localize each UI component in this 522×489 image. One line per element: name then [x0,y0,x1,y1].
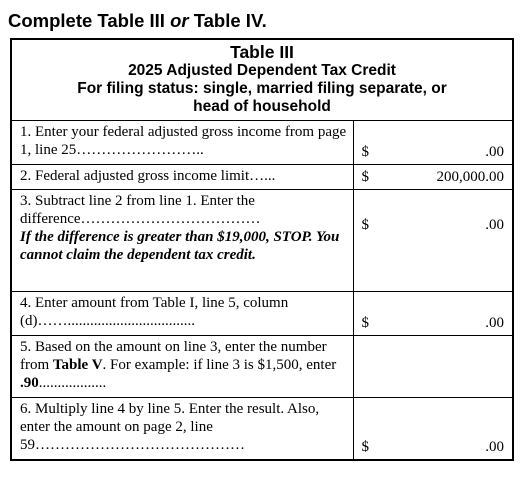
amount-value: 200,000.00 [436,169,504,185]
table-iii [10,38,514,461]
line-4-amount-field[interactable] [353,292,513,336]
amount-value: .00 [485,144,504,160]
line-1-label: 1. Enter your federal adjusted gross income from page 1, line 25…………………….. [11,121,353,165]
line-6-label: 6. Multiply line 4 by line 5. Enter the result. Also, enter the amount on page 2, line 59…………………………………… [11,398,353,460]
dollar-sign: $ [361,169,369,185]
amount-value: .00 [485,438,504,455]
line-4-label: 4. Enter amount from Table I, line 5, column (d)…….................................. [11,292,353,336]
dollar-sign: $ [361,144,369,160]
line-6-amount-field[interactable] [353,398,513,460]
heading-prefix: Complete Table III [8,10,171,31]
line-3-text: 3. Subtract line 2 from line 1. Enter the difference……………………………… [20,193,261,227]
table-title: Table III [230,42,294,62]
line-5-leader: .................. [38,375,107,391]
line-5-text-b: . For example: if line 3 is $1,500, enter [102,357,337,373]
line-2-label: 2. Federal adjusted gross income limit…... [11,165,353,190]
line-3-label [11,190,353,292]
dollar-sign: $ [361,217,369,233]
heading-suffix: Table IV. [188,10,267,31]
filing-status-line: For filing status: single, married filing separate, or [77,80,447,97]
dollar-sign: $ [361,315,369,331]
table-title-block [11,39,513,121]
amount-value: .00 [485,315,504,331]
line-1-amount-field[interactable] [353,121,513,165]
example-value: .90 [20,375,39,391]
heading-or: or [170,10,189,31]
line-3-stop-note: If the difference is greater than $19,000, STOP. You cannot claim the dependent tax credit. [20,229,340,263]
line-5-amount-field[interactable] [353,336,513,398]
dollar-sign: $ [361,438,369,455]
line-2-amount-field[interactable] [353,165,513,190]
filing-status-line-2: head of household [193,98,331,115]
line-5-text-a: 5. Based on the amount on line 3, enter the number from [20,339,327,373]
section-heading [8,10,267,32]
table-subtitle: 2025 Adjusted Dependent Tax Credit [128,62,396,79]
line-3-amount-field[interactable] [353,190,513,292]
amount-value: .00 [485,217,504,233]
table-v-reference: Table V [52,357,103,373]
line-5-label [11,336,353,398]
